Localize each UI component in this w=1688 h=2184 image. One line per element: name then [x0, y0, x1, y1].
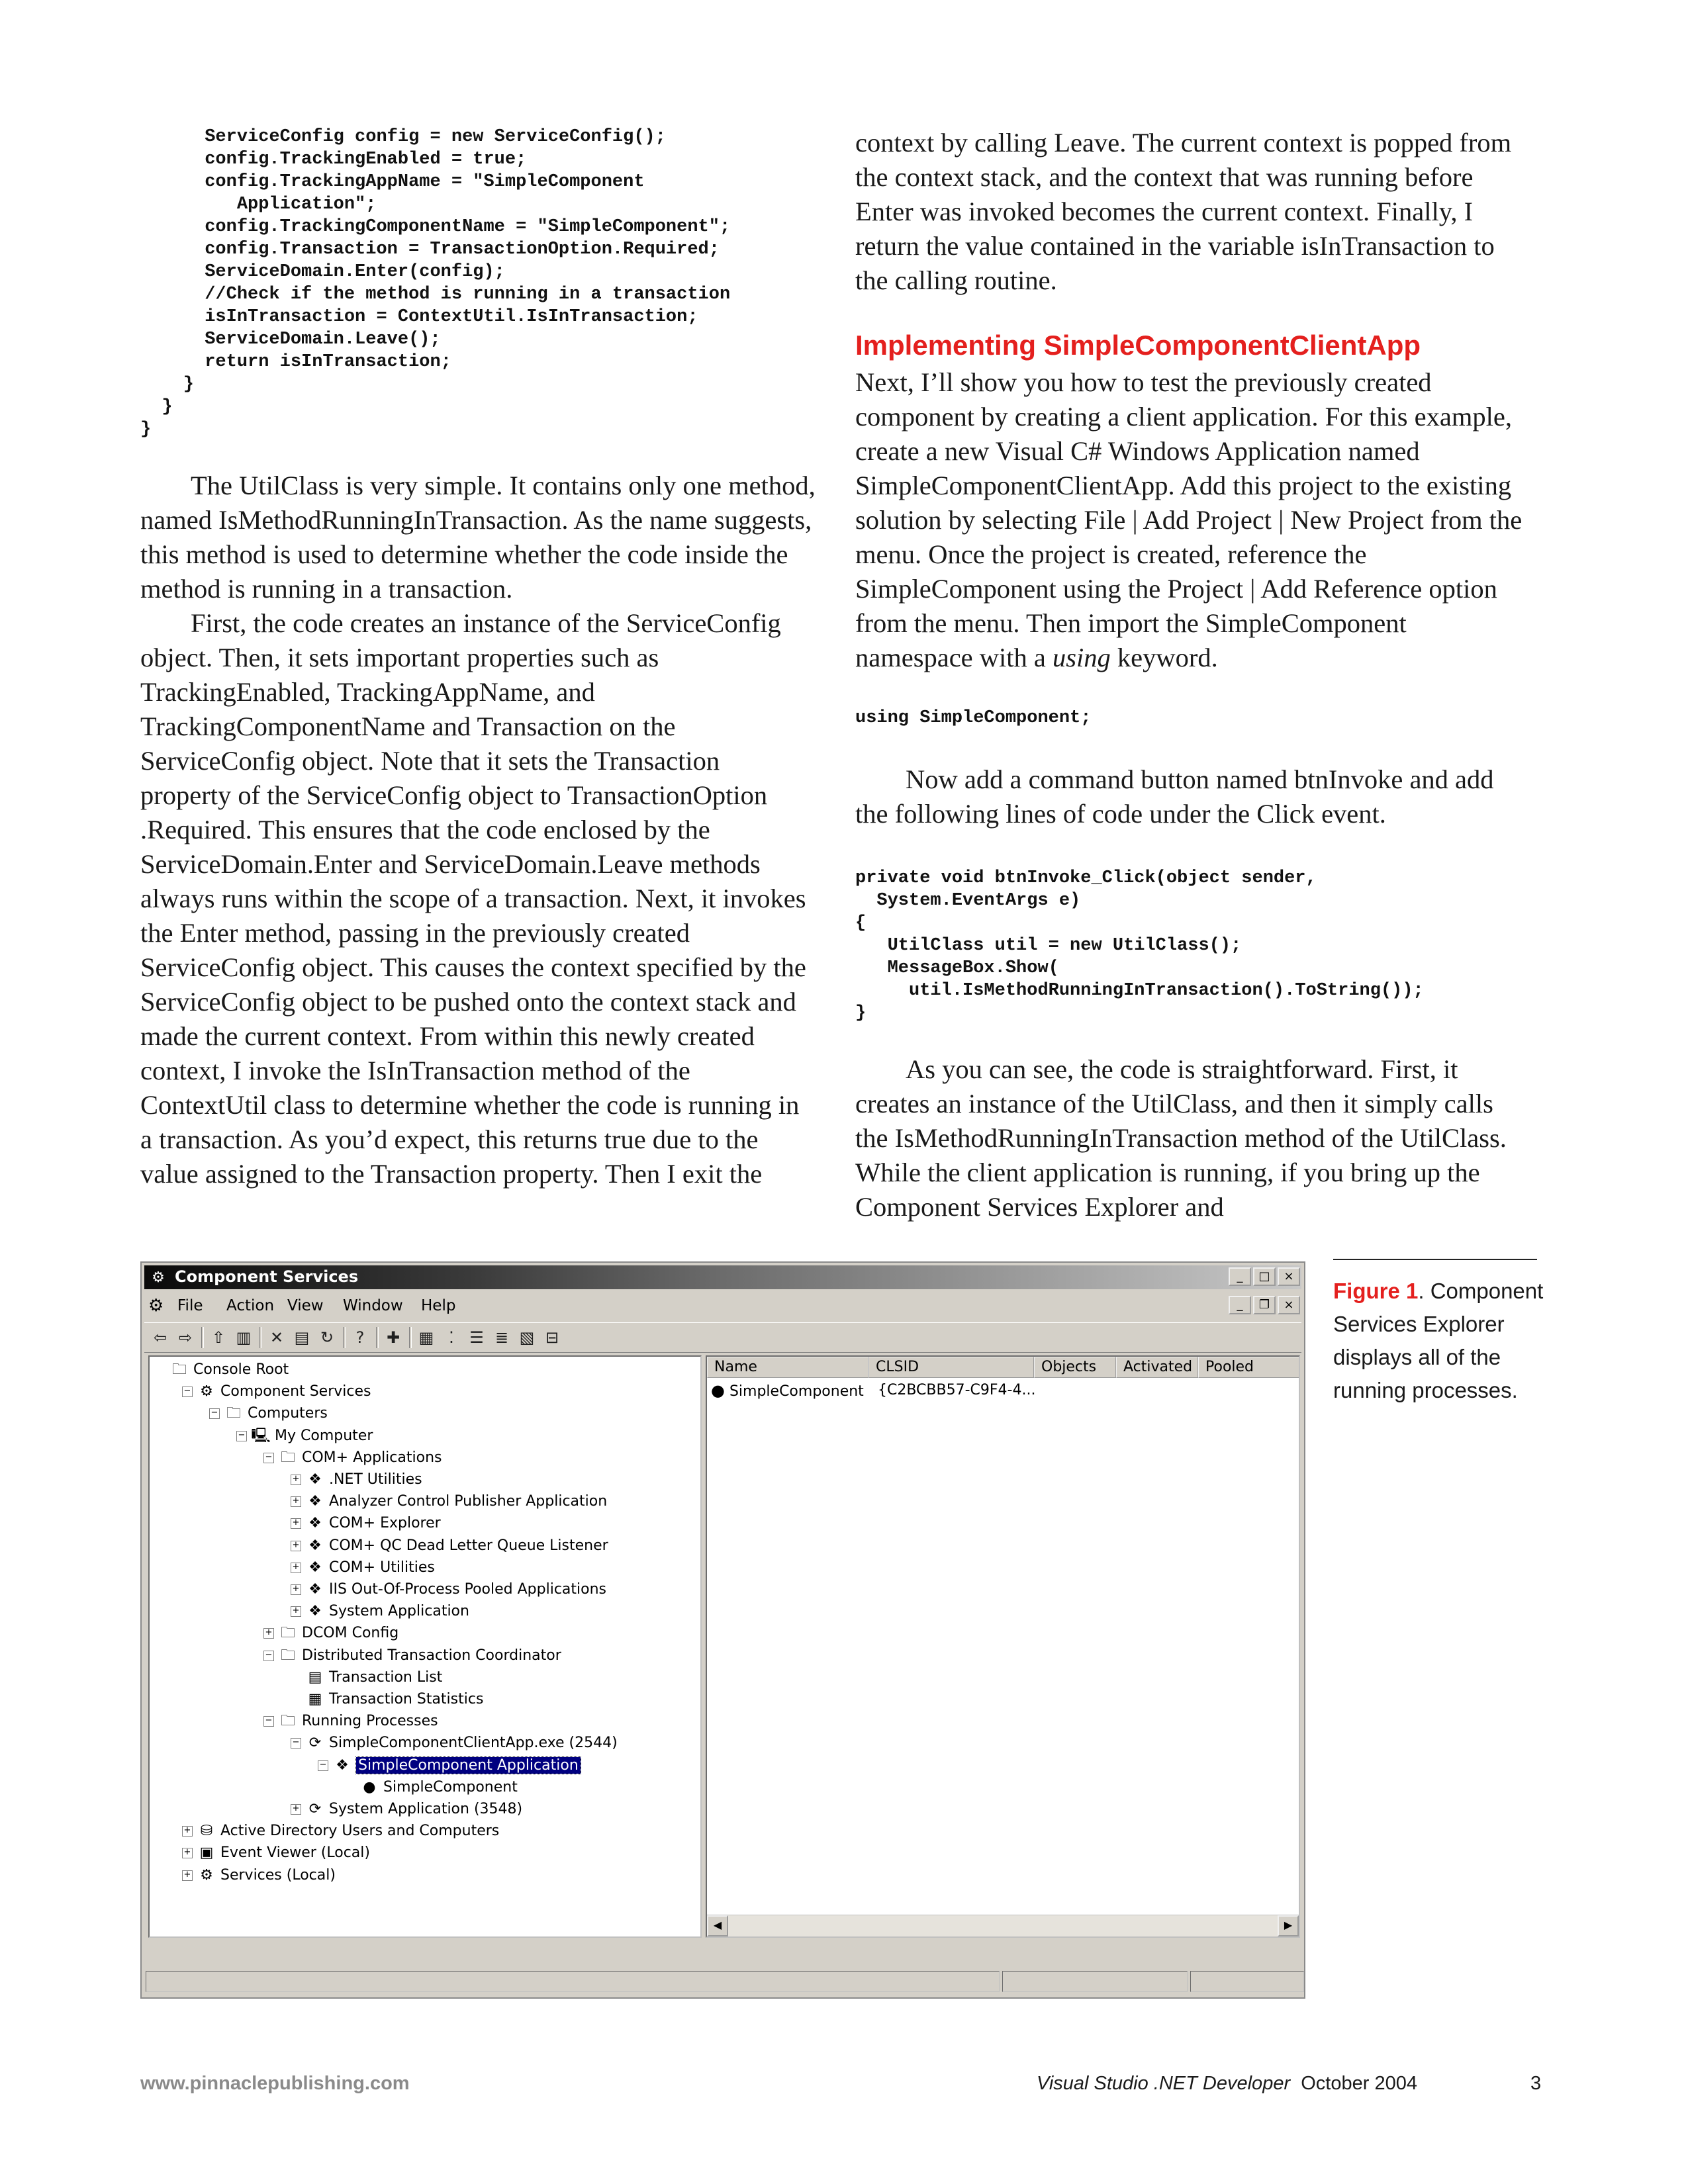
tree-item-label: COM+ Applications: [302, 1449, 442, 1466]
paragraph: First, the code creates an instance of the ServiceConfig object. Then, it sets important properties such as TrackingEnabled, TrackingAppName, and TrackingComponentName and Transaction on the ServiceConfig object. Note that it sets the Transaction property of the ServiceConfig object to TransactionOption .Required. This ensures that the code enclosed by the ServiceDomain.Enter and ServiceDomain.Leave methods always runs within the scope of a transaction. Next, it invokes the Enter method, passing in the previously created ServiceConfig object. This causes the context specified by the ServiceConfig object to be pushed onto the context stack and made the current context. From within this newly created context, I invoke the IsInTransaction method of the ContextUtil class to determine whether the code is running in a transaction. As you’d expect, this returns true due to the value assigned to the Transaction property. Then I exit the: [140, 608, 806, 1189]
column-header-clsid[interactable]: CLSID: [868, 1357, 1034, 1378]
tree-item[interactable]: [182, 1843, 370, 1864]
tree-item[interactable]: [263, 1711, 438, 1732]
expand-icon[interactable]: +: [291, 1518, 301, 1529]
collapse-icon[interactable]: −: [318, 1760, 328, 1771]
code-listing-click-handler: private void btnInvoke_Click(object sender, System.EventArgs e) { UtilClass util = new UtilClass(); MessageBox.Show( util.IsMethodRunningInTransaction().ToString()); }: [855, 868, 1424, 1023]
page-number: 3: [1530, 2073, 1542, 2094]
child-close-button[interactable]: ×: [1278, 1296, 1300, 1314]
list-view-icon[interactable]: ☰: [469, 1328, 484, 1347]
component-services-window: [140, 1261, 1305, 1999]
folder-icon: 🗀: [280, 1449, 295, 1466]
right-column-section-text: [855, 365, 1530, 675]
footer-publication: Visual Studio .NET Developer October 2004: [1037, 2073, 1417, 2094]
tree-item-label: Component Services: [220, 1383, 371, 1400]
tree-item-label: .NET Utilities: [329, 1471, 422, 1488]
tree-item[interactable]: [291, 1579, 606, 1600]
directory-icon: ⛁: [200, 1823, 213, 1840]
column-header-objects[interactable]: Objects: [1034, 1357, 1116, 1378]
up-level-icon[interactable]: ⇧: [211, 1328, 226, 1347]
tree-item-label: SimpleComponent: [383, 1778, 518, 1796]
large-icons-icon[interactable]: ▦: [418, 1328, 434, 1347]
tree-item-label: IIS Out-Of-Process Pooled Applications: [329, 1581, 607, 1598]
component-name: SimpleComponent: [729, 1383, 864, 1400]
show-hide-tree-icon[interactable]: ▥: [236, 1328, 252, 1347]
help-icon[interactable]: ?: [355, 1328, 365, 1347]
delete-icon[interactable]: ✕: [269, 1328, 284, 1347]
details-pane[interactable]: [706, 1355, 1300, 1938]
expand-icon[interactable]: +: [291, 1584, 301, 1595]
child-restore-button[interactable]: ❐: [1253, 1296, 1276, 1314]
expand-icon[interactable]: +: [263, 1628, 274, 1639]
scroll-left-button[interactable]: ◀: [707, 1915, 728, 1936]
tree-item[interactable]: [291, 1601, 469, 1622]
right-column-text-3: [855, 1052, 1530, 1224]
com-app-icon: ❖: [308, 1515, 322, 1532]
tree-item[interactable]: [291, 1667, 442, 1688]
close-button[interactable]: ×: [1278, 1267, 1300, 1286]
status-bar: [144, 1968, 1301, 1995]
folder-icon: 🗀: [226, 1405, 241, 1422]
caption-rule: [1333, 1259, 1537, 1260]
properties-icon[interactable]: ▤: [294, 1328, 310, 1347]
expand-icon[interactable]: +: [182, 1870, 193, 1881]
new-item-icon[interactable]: ✚: [386, 1328, 400, 1347]
forward-icon[interactable]: ⇨: [178, 1328, 193, 1347]
com-app-icon: ❖: [308, 1537, 322, 1554]
computer-icon: 🖳: [251, 1427, 271, 1444]
tree-item[interactable]: [291, 1535, 608, 1557]
event-viewer-icon: ▣: [199, 1844, 214, 1862]
horizontal-scrollbar[interactable]: [707, 1915, 1299, 1936]
folder-icon: 🗀: [280, 1625, 295, 1642]
folder-icon: 🗀: [280, 1713, 295, 1730]
section-heading: Implementing SimpleComponentClientApp: [855, 330, 1421, 361]
component-icon: ●: [711, 1381, 725, 1400]
tree-item-label: Computers: [248, 1405, 328, 1422]
emphasis: using: [1053, 643, 1111, 672]
tree-item[interactable]: [182, 1381, 371, 1402]
expand-icon[interactable]: +: [291, 1541, 301, 1551]
expand-icon[interactable]: +: [182, 1826, 193, 1837]
tree-item-label: Transaction List: [329, 1668, 443, 1686]
code-listing-top: ServiceConfig config = new ServiceConfig(); config.TrackingEnabled = true; config.TrackingAppName = "SimpleComponent Application"; config.TrackingComponentName = "SimpleComponent"; config.Transaction = TransactionOption.Required; ServiceDomain.Enter(config); //Check if the method is running in a transaction isInTransaction = ContextUtil.IsInTransaction; ServiceDomain.Leave(); return isInTransaction; } } }: [140, 127, 731, 439]
toolbar: [144, 1322, 1301, 1353]
process-icon: ⟳: [308, 1735, 322, 1752]
child-minimize-button[interactable]: _: [1229, 1296, 1251, 1314]
code-using-statement: using SimpleComponent;: [855, 708, 1092, 728]
list-icon: ▤: [308, 1668, 322, 1686]
scroll-right-button[interactable]: ▶: [1278, 1915, 1299, 1936]
tree-item[interactable]: [182, 1821, 499, 1842]
component-services-app-icon: ⚙: [152, 1269, 165, 1285]
tree-item[interactable]: [291, 1469, 422, 1490]
column-header-activated[interactable]: Activated: [1116, 1357, 1198, 1378]
figure-caption: Figure 1. Component Services Explorer displays all of the running processes.: [1333, 1279, 1544, 1402]
computer-view-icon[interactable]: ⊟: [545, 1328, 559, 1347]
title-bar[interactable]: [144, 1265, 1301, 1289]
component-icon: ●: [363, 1778, 376, 1796]
tree-item[interactable]: [291, 1799, 522, 1820]
tree-item[interactable]: [263, 1645, 561, 1666]
menu-bar: [144, 1293, 1301, 1320]
com-app-icon: ❖: [308, 1471, 322, 1488]
collapse-icon[interactable]: −: [182, 1387, 193, 1397]
tree-item-label: Active Directory Users and Computers: [220, 1823, 500, 1840]
folder-icon: 🗀: [280, 1647, 295, 1664]
tree-item-label: COM+ Utilities: [329, 1559, 435, 1576]
tree-item[interactable]: [182, 1865, 336, 1886]
tree-item[interactable]: [345, 1777, 518, 1798]
window-title: Component Services: [175, 1267, 359, 1286]
menu-file[interactable]: File: [177, 1297, 203, 1314]
collapse-icon[interactable]: −: [263, 1716, 274, 1727]
maximize-button[interactable]: □: [1253, 1267, 1276, 1286]
paragraph: context by calling Leave. The current context is popped from the context stack, and the context that was running before Enter was invoked becomes the current context. Finally, I return the value contained in the variable isInTransaction to the calling routine.: [855, 128, 1512, 295]
expand-icon[interactable]: +: [291, 1563, 301, 1573]
collapse-icon[interactable]: −: [236, 1431, 247, 1441]
minimize-button[interactable]: _: [1229, 1267, 1251, 1286]
com-app-icon: ❖: [336, 1756, 349, 1774]
collapse-icon[interactable]: −: [263, 1453, 274, 1463]
tree-item[interactable]: [263, 1623, 399, 1644]
small-icons-icon[interactable]: ⁚: [449, 1328, 454, 1347]
console-icon: ⚙: [148, 1296, 164, 1316]
com-app-icon: ❖: [308, 1603, 322, 1620]
tree-item[interactable]: [236, 1426, 373, 1447]
tree-item-label: Transaction Statistics: [329, 1691, 484, 1707]
tree-item[interactable]: [291, 1513, 441, 1534]
menu-view[interactable]: View: [287, 1297, 324, 1314]
tree-item-label: System Application (3548): [329, 1801, 523, 1817]
tree-item[interactable]: [291, 1733, 618, 1754]
tree-item[interactable]: [291, 1689, 483, 1710]
tree-item[interactable]: [291, 1557, 435, 1578]
back-icon[interactable]: ⇦: [153, 1328, 167, 1347]
tree-item-label: COM+ QC Dead Letter Queue Listener: [329, 1537, 608, 1554]
menu-help[interactable]: Help: [421, 1297, 456, 1314]
footer-url[interactable]: www.pinnaclepublishing.com: [140, 2073, 410, 2094]
paragraph: Next, I’ll show you how to test the previously created component by creating a client application. For this example, create a new Visual C# Windows Application named SimpleComponentClientApp. Add this project to the existing solution by selecting File | Add Project | New Project from the menu. Once the project is created, reference the SimpleComponent using the Project | Add Reference option from the menu. Then import the SimpleComponent namespace with a using keyword.: [855, 367, 1523, 672]
tree-item[interactable]: [291, 1491, 607, 1512]
component-services-icon: ⚙: [200, 1383, 213, 1400]
paragraph: The UtilClass is very simple. It contains only one method, named IsMethodRunningInTransaction. As the name suggests, this method is used to determine whether the code inside the method is running in a transaction.: [140, 471, 816, 604]
detail-view-icon[interactable]: ≣: [494, 1328, 509, 1347]
tree-item-label: Event Viewer (Local): [220, 1844, 370, 1862]
tree-item-label: Analyzer Control Publisher Application: [329, 1493, 608, 1510]
status-view-icon[interactable]: ▧: [519, 1328, 535, 1347]
tree-item-label: SimpleComponentClientApp.exe (2544): [329, 1735, 618, 1752]
services-icon: ⚙: [200, 1866, 213, 1884]
expand-icon[interactable]: +: [291, 1496, 301, 1507]
tree-pane[interactable]: [148, 1355, 702, 1938]
expand-icon[interactable]: +: [182, 1848, 193, 1858]
list-item[interactable]: [711, 1379, 864, 1402]
collapse-icon[interactable]: −: [209, 1408, 220, 1419]
tree-item-label: Console Root: [193, 1361, 289, 1378]
column-header-name[interactable]: Name: [707, 1357, 868, 1378]
tree-item[interactable]: [209, 1403, 328, 1424]
process-icon: ⟳: [308, 1801, 322, 1817]
menu-window[interactable]: Window: [343, 1297, 403, 1314]
folder-icon: 🗀: [171, 1361, 187, 1378]
expand-icon[interactable]: +: [291, 1475, 301, 1485]
collapse-icon[interactable]: −: [263, 1651, 274, 1661]
tree-item-label: Running Processes: [302, 1713, 438, 1730]
com-app-icon: ❖: [308, 1581, 322, 1598]
tree-item-label: My Computer: [275, 1427, 373, 1444]
tree-item[interactable]: [155, 1359, 289, 1381]
caption-text: Component Services Explorer displays all of the running processes.: [1333, 1279, 1544, 1402]
component-clsid: {C2BCBB57-C9F4-4...: [878, 1382, 1036, 1398]
figure-label: Figure 1: [1333, 1279, 1419, 1303]
left-column-text: [140, 469, 816, 1191]
tree-item-label: DCOM Config: [302, 1625, 399, 1642]
tree-item-label: SimpleComponent Application: [356, 1757, 581, 1774]
right-column-text-2: [855, 762, 1530, 831]
paragraph: Now add a command button named btnInvoke and add the following lines of code under the Click event.: [855, 764, 1494, 829]
tree-item-label: Services (Local): [220, 1866, 336, 1884]
expand-icon[interactable]: +: [291, 1606, 301, 1617]
tree-item-label: COM+ Explorer: [329, 1515, 441, 1532]
menu-action[interactable]: Action: [226, 1297, 275, 1314]
tree-item[interactable]: [263, 1447, 442, 1469]
com-app-icon: ❖: [308, 1493, 322, 1510]
expand-icon[interactable]: +: [291, 1804, 301, 1815]
paragraph: As you can see, the code is straightforward. First, it creates an instance of the UtilClass, and then it simply calls the IsMethodRunningInTransaction method of the UtilClass. While the client application is running, if you bring up the Component Services Explorer and: [855, 1054, 1507, 1222]
tree-item-label: System Application: [329, 1603, 469, 1620]
tree-item-label: Distributed Transaction Coordinator: [302, 1647, 561, 1664]
column-header-pooled[interactable]: Pooled: [1198, 1357, 1300, 1378]
tree-item[interactable]: [318, 1755, 581, 1776]
right-column-top-text: [855, 126, 1530, 298]
refresh-icon[interactable]: ↻: [320, 1328, 334, 1347]
collapse-icon[interactable]: −: [291, 1738, 301, 1749]
com-app-icon: ❖: [308, 1559, 322, 1576]
stats-icon: ▦: [308, 1691, 322, 1707]
